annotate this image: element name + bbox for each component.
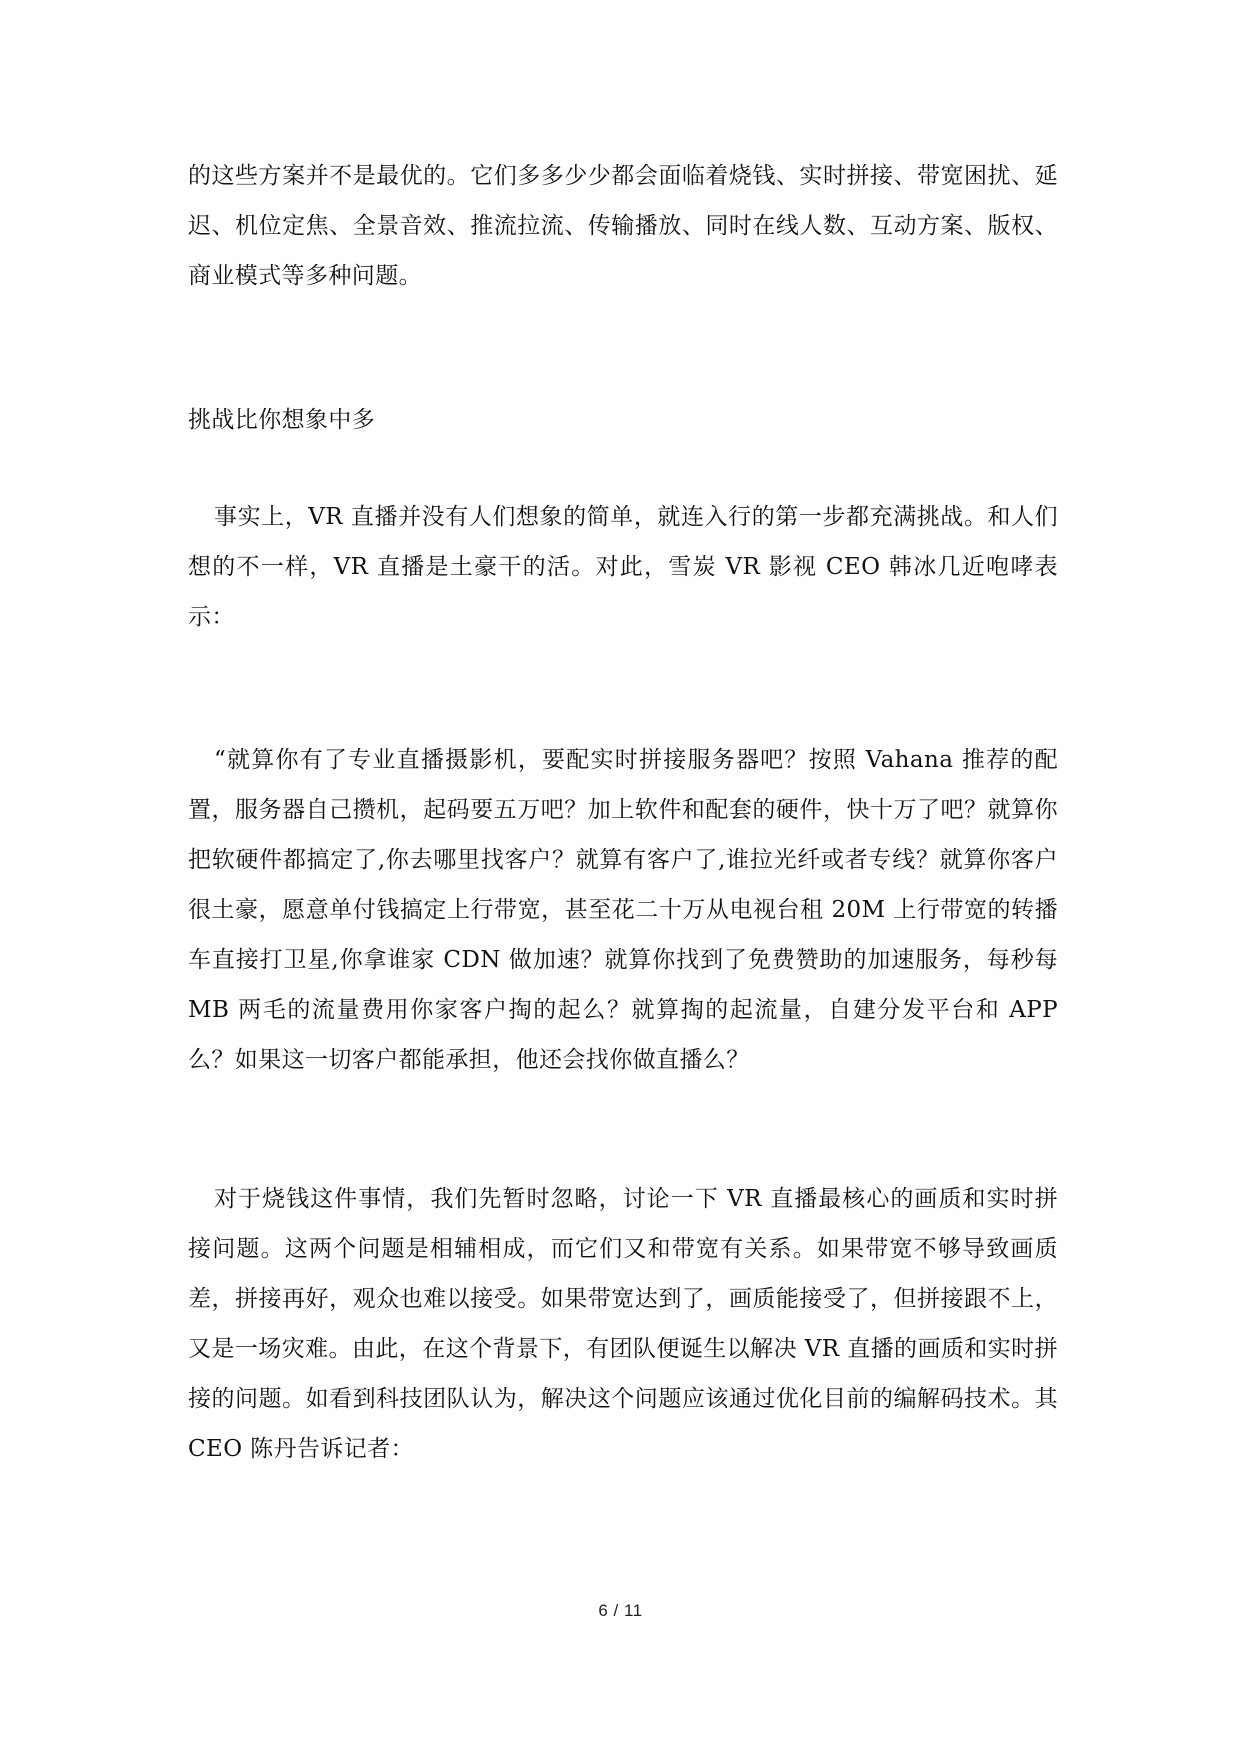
paragraph-continuation: 的这些方案并不是最优的。它们多多少少都会面临着烧钱、实时拼接、带宽困扰、延迟、机位定焦、全景音效、推流拉流、传输播放、同时在线人数、互动方案、版权、商业模式等多种问题。 (188, 163, 1058, 289)
paragraph-quote: “就算你有了专业直播摄影机，要配实时拼接服务器吧？按照 Vahana 推荐的配置，服务器自己攒机，起码要五万吧？加上软件和配套的硬件，快十万了吧？就算你把软硬件都搞定了,你去哪里找客户？就算有客户了,谁拉光纤或者专线？就算你客户很土豪，愿意单付钱搞定上行带宽，甚至花二十万从电视台租 20M 上行带宽的转播车直接打卫星,你拿谁家 CDN 做加速？就算你找到了免费赞助的加速服务，每秒每 MB 两毛的流量费用你家客户掏的起么？就算掏的起流量，自建分发平台和 APP 么？如果这一切客户都能承担，他还会找你做直播么？ (188, 747, 1058, 1073)
section-heading: 挑战比你想象中多 (188, 407, 376, 433)
page-number: 6 / 11 (598, 1601, 643, 1620)
paragraph-image-quality: 对于烧钱这件事情，我们先暂时忽略，讨论一下 VR 直播最核心的画质和实时拼接问题。这两个问题是相辅相成，而它们又和带宽有关系。如果带宽不够导致画质差，拼接再好，观众也难以接受。如果带宽达到了，画质能接受了，但拼接跟不上，又是一场灾难。由此，在这个背景下，有团队便诞生以解决 VR 直播的画质和实时拼接的问题。如看到科技团队认为，解决这个问题应该通过优化目前的编解码技术。其 CEO 陈丹告诉记者： (188, 1186, 1058, 1462)
paragraph-vr-live-challenge: 事实上，VR 直播并没有人们想象的简单，就连入行的第一步都充满挑战。和人们想的不一样，VR 直播是土豪干的活。对此，雪炭 VR 影视 CEO 韩冰几近咆哮表示： (188, 504, 1058, 630)
